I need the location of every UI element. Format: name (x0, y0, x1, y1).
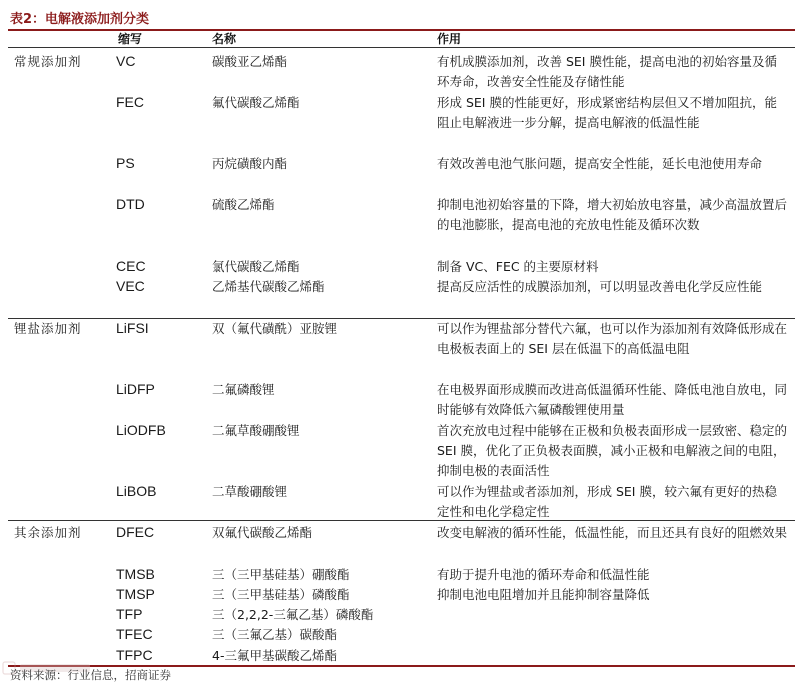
row-name: 双（氟代磺酰）亚胺锂 (212, 321, 338, 336)
header-func: 作用 (437, 32, 462, 46)
row-func: 有助于提升电池的循环寿命和低温性能 (437, 567, 650, 582)
group-separator (8, 520, 795, 521)
row-func: 改变电解液的循环性能，低温性能，而且还具有良好的阻燃效果 (437, 525, 788, 540)
row-abbr: LiODFB (116, 422, 166, 438)
row-abbr: TFEC (116, 626, 153, 642)
row-name: 三（三甲基硅基）磷酸酯 (212, 587, 350, 602)
category-label: 锂盐添加剂 (14, 321, 82, 336)
row-name: 氟代碳酸乙烯酯 (212, 95, 300, 110)
header-name: 名称 (212, 32, 237, 46)
row-func: 抑制电池电阻增加并且能抑制容量降低 (437, 587, 650, 602)
row-abbr: LiDFP (116, 381, 155, 397)
row-name: 硫酸乙烯酯 (212, 197, 275, 212)
row-name: 丙烷磺酸内酯 (212, 156, 288, 171)
row-name: 二草酸硼酸锂 (212, 484, 288, 499)
row-abbr: PS (116, 155, 135, 171)
row-abbr: LiFSI (116, 320, 149, 336)
row-func: 在电极界面形成膜而改进高低温循环性能、降低电池自放电，同时能够有效降低六氟磷酸锂使用量 (437, 382, 788, 417)
header-abbr: 缩写 (118, 32, 143, 46)
row-func: 有机成膜添加剂，改善 SEI 膜性能，提高电池的初始容量及循环寿命，改善安全性能及存储性能 (437, 54, 777, 89)
row-abbr: TMSP (116, 586, 155, 602)
row-func: 形成 SEI 膜的性能更好，形成紧密结构层但又不增加阻抗，能阻止电解液进一步分解，提高电解液的低温性能 (437, 95, 777, 130)
row-func: 可以作为锂盐部分替代六氟，也可以作为添加剂有效降低形成在电极板表面上的 SEI 层在低温下的高低温电阻 (437, 321, 788, 356)
row-abbr: TFP (116, 606, 143, 622)
row-name: 二氟草酸硼酸锂 (212, 423, 300, 438)
row-func: 有效改善电池气胀问题，提高安全性能，延长电池使用寿命 (437, 156, 763, 171)
row-abbr: DFEC (116, 524, 155, 540)
category-label: 其余添加剂 (14, 525, 82, 540)
row-func: 提高反应活性的成膜添加剂，可以明显改善电化学反应性能 (437, 279, 763, 294)
source-note: 资料来源：行业信息，招商证券 (10, 668, 171, 682)
category-label: 常规添加剂 (14, 54, 82, 69)
row-abbr: TFPC (116, 647, 153, 663)
row-abbr: FEC (116, 94, 144, 110)
row-func: 抑制电池初始容量的下降，增大初始放电容量，减少高温放置后的电池膨胀，提高电池的充放电性能及循环次数 (437, 197, 788, 232)
row-name: 碳酸亚乙烯酯 (212, 54, 288, 69)
row-abbr: TMSB (116, 566, 155, 582)
row-name: 双氟代碳酸乙烯酯 (212, 525, 313, 540)
row-name: 三（三氟乙基）碳酸酯 (212, 627, 338, 642)
row-func: 可以作为锂盐或者添加剂，形成 SEI 膜，较六氟有更好的热稳定性和电化学稳定性 (437, 484, 777, 519)
table-title: 表2：电解液添加剂分类 (10, 12, 150, 27)
row-name: 乙烯基代碳酸乙烯酯 (212, 279, 325, 294)
row-name: 4-三氟甲基碳酸乙烯酯 (212, 648, 337, 663)
row-name: 三（2,2,2-三氟乙基）磷酸酯 (212, 607, 374, 622)
row-abbr: LiBOB (116, 483, 157, 499)
row-func: 制备 VC、FEC 的主要原材料 (437, 259, 599, 274)
row-abbr: DTD (116, 196, 145, 212)
row-abbr: VEC (116, 278, 145, 294)
row-name: 氯代碳酸乙烯酯 (212, 259, 300, 274)
row-abbr: VC (116, 53, 136, 69)
row-name: 三（三甲基硅基）硼酸酯 (212, 567, 350, 582)
header-rule (8, 47, 795, 48)
row-func: 首次充放电过程中能够在正极和负极表面形成一层致密、稳定的 SEI 膜，优化了正负极表面膜，减小正极和电解液之间的电阻，抑制电极的表面活性 (437, 423, 788, 478)
row-abbr: CEC (116, 258, 146, 274)
row-name: 二氟磷酸锂 (212, 382, 275, 397)
